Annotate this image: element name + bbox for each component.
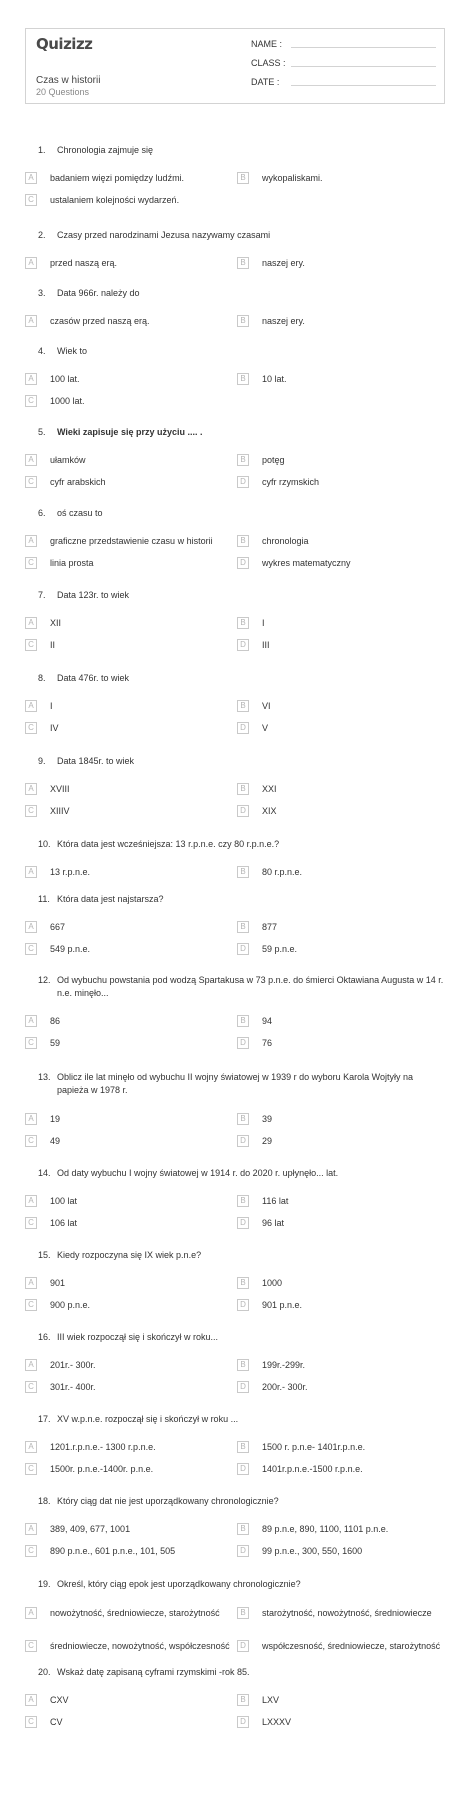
option-text: wykopaliskami. xyxy=(262,173,323,183)
option-text: 94 xyxy=(262,1016,273,1026)
option-text: 100 lat. xyxy=(50,374,80,384)
option-letter-box: D xyxy=(237,1716,249,1728)
quiz-title: Czas w historii xyxy=(36,75,101,86)
option-text: XIIIV xyxy=(50,806,70,816)
option-text: 1500r. p.n.e.-1400r. p.n.e. xyxy=(50,1464,154,1474)
question-text: III wiek rozpoczął się i skończył w roku... xyxy=(57,1332,219,1342)
class-line xyxy=(291,66,436,67)
option-letter-box: A xyxy=(25,1277,37,1289)
option-text: 89 p.n.e, 890, 1100, 1101 p.n.e. xyxy=(262,1524,389,1534)
option-text: CXV xyxy=(50,1695,69,1705)
option-text: CV xyxy=(50,1717,63,1727)
quizizz-logo: Quizizz xyxy=(36,35,93,53)
option-text: 1201.r.p.n.e.- 1300 r.p.n.e. xyxy=(50,1442,156,1452)
question-number: 1. xyxy=(38,145,46,155)
option-text: 667 xyxy=(50,922,66,932)
option-letter-box: D xyxy=(237,1545,249,1557)
option-text: ustalaniem kolejności wydarzeń. xyxy=(50,195,180,205)
option-text: 901 p.n.e. xyxy=(262,1300,303,1310)
option-letter-box: C xyxy=(25,1640,37,1652)
option-letter-box: A xyxy=(25,257,37,269)
option-text: II xyxy=(50,640,56,650)
option-text: 86 xyxy=(50,1016,61,1026)
option-text: średniowiecze, nowożytność, współczesność xyxy=(50,1641,230,1651)
option-text: czasów przed naszą erą. xyxy=(50,316,150,326)
option-letter-box: A xyxy=(25,700,37,712)
option-letter-box: A xyxy=(25,1359,37,1371)
option-letter-box: C xyxy=(25,1716,37,1728)
option-letter-box: D xyxy=(237,805,249,817)
option-letter-box: B xyxy=(237,1277,249,1289)
option-letter-box: C xyxy=(25,395,37,407)
option-text: 59 xyxy=(50,1038,61,1048)
option-letter-box: B xyxy=(237,866,249,878)
option-letter-box: D xyxy=(237,1037,249,1049)
option-letter-box: C xyxy=(25,722,37,734)
class-label: CLASS : xyxy=(251,58,286,68)
option-text: 99 p.n.e., 300, 550, 1600 xyxy=(262,1546,363,1556)
option-letter-box: C xyxy=(25,1463,37,1475)
question-text: Oblicz ile lat minęło od wybuchu II wojny światowej w 1939 r do wyboru Karola Wojtyły na papieża w 1978 r. xyxy=(57,1072,413,1095)
option-letter-box: B xyxy=(237,783,249,795)
option-text: ułamków xyxy=(50,455,86,465)
option-letter-box: D xyxy=(237,1217,249,1229)
question-number: 7. xyxy=(38,590,46,600)
option-text: XII xyxy=(50,618,62,628)
option-letter-box: D xyxy=(237,557,249,569)
option-text: 200r.- 300r. xyxy=(262,1382,308,1392)
option-text: współczesność, średniowiecze, starożytność xyxy=(262,1641,441,1651)
option-letter-box: B xyxy=(237,700,249,712)
question-text: Wskaż datę zapisaną cyframi rzymskimi -rok 85. xyxy=(57,1667,250,1677)
question-text: Data 476r. to wiek xyxy=(57,673,130,683)
option-text: naszej ery. xyxy=(262,258,305,268)
option-text: 29 xyxy=(262,1136,273,1146)
option-letter-box: C xyxy=(25,1037,37,1049)
option-letter-box: A xyxy=(25,454,37,466)
question-text: XV w.p.n.e. rozpoczął się i skończył w roku ... xyxy=(57,1414,239,1424)
question-number: 10. xyxy=(38,839,51,849)
option-text: nowożytność, średniowiecze, starożytność xyxy=(50,1608,220,1618)
question-text: Kiedy rozpoczyna się IX wiek p.n.e? xyxy=(57,1250,202,1260)
option-letter-box: C xyxy=(25,639,37,651)
option-letter-box: A xyxy=(25,373,37,385)
question-number: 11. xyxy=(38,894,50,904)
option-text: 877 xyxy=(262,922,278,932)
option-text: 549 p.n.e. xyxy=(50,944,91,954)
option-text: 199r.-299r. xyxy=(262,1360,306,1370)
question-number: 8. xyxy=(38,673,46,683)
option-text: IV xyxy=(50,723,59,733)
option-letter-box: A xyxy=(25,617,37,629)
option-letter-box: A xyxy=(25,1441,37,1453)
question-text: Data 123r. to wiek xyxy=(57,590,130,600)
option-text: I xyxy=(262,618,265,628)
option-letter-box: B xyxy=(237,1113,249,1125)
option-letter-box: D xyxy=(237,639,249,651)
question-text: Chronologia zajmuje się xyxy=(57,145,154,155)
question-text: oś czasu to xyxy=(57,508,103,518)
option-letter-box: A xyxy=(25,866,37,878)
option-letter-box: D xyxy=(237,1640,249,1652)
option-letter-box: B xyxy=(237,921,249,933)
question-number: 13. xyxy=(38,1072,51,1082)
option-letter-box: B xyxy=(237,1523,249,1535)
option-text: 76 xyxy=(262,1038,273,1048)
option-letter-box: A xyxy=(25,1113,37,1125)
option-text: 100 lat xyxy=(50,1196,78,1206)
option-letter-box: A xyxy=(25,783,37,795)
option-text: 13 r.p.n.e. xyxy=(50,867,91,877)
option-letter-box: D xyxy=(237,1299,249,1311)
date-field[interactable] xyxy=(251,77,436,87)
option-text: badaniem więzi pomiędzy ludźmi. xyxy=(50,173,185,183)
option-text: 96 lat xyxy=(262,1218,285,1228)
option-text: 1000 lat. xyxy=(50,396,85,406)
option-letter-box: A xyxy=(25,1694,37,1706)
option-letter-box: C xyxy=(25,1381,37,1393)
option-text: wykres matematyczny xyxy=(262,558,351,568)
option-text: 901 xyxy=(50,1278,66,1288)
option-text: potęg xyxy=(262,455,285,465)
option-text: naszej ery. xyxy=(262,316,305,326)
option-letter-box: D xyxy=(237,1135,249,1147)
question-text: Określ, który ciąg epok jest uporządkowany chronologicznie? xyxy=(57,1579,301,1589)
option-letter-box: A xyxy=(25,1195,37,1207)
option-text: 1000 xyxy=(262,1278,283,1288)
option-text: 389, 409, 677, 1001 xyxy=(50,1524,131,1534)
name-field[interactable] xyxy=(251,39,436,49)
option-letter-box: B xyxy=(237,257,249,269)
option-text: XIX xyxy=(262,806,277,816)
option-text: przed naszą erą. xyxy=(50,258,118,268)
option-letter-box: A xyxy=(25,1015,37,1027)
question-number: 15. xyxy=(38,1250,51,1260)
option-text: 19 xyxy=(50,1114,61,1124)
date-line xyxy=(291,85,436,86)
option-letter-box: B xyxy=(237,1441,249,1453)
question-text: Od wybuchu powstania pod wodzą Spartakusa w 73 p.n.e. do śmierci Oktawiana Augusta w 14 r. n.e. minęło... xyxy=(57,975,444,998)
option-text: LXXXV xyxy=(262,1717,292,1727)
option-letter-box: B xyxy=(237,1015,249,1027)
question-number: 3. xyxy=(38,288,46,298)
option-letter-box: B xyxy=(237,373,249,385)
option-text: XVIII xyxy=(50,784,70,794)
option-letter-box: A xyxy=(25,1523,37,1535)
question-number: 18. xyxy=(38,1496,51,1506)
question-text: Data 1845r. to wiek xyxy=(57,756,135,766)
option-text: LXV xyxy=(262,1695,280,1705)
option-letter-box: A xyxy=(25,1607,37,1619)
option-letter-box: B xyxy=(237,617,249,629)
question-number: 17. xyxy=(38,1414,51,1424)
question-number: 2. xyxy=(38,230,46,240)
option-letter-box: D xyxy=(237,476,249,488)
question-text: Od daty wybuchu I wojny światowej w 1914 r. do 2020 r. upłynęło... lat. xyxy=(57,1168,339,1178)
worksheet-header xyxy=(25,28,445,104)
option-text: XXI xyxy=(262,784,277,794)
option-text: chronologia xyxy=(262,536,309,546)
question-number: 20. xyxy=(38,1667,51,1677)
question-count: 20 Questions xyxy=(36,87,90,97)
option-text: graficzne przedstawienie czasu w historii xyxy=(50,536,213,546)
date-label: DATE : xyxy=(251,77,280,87)
question-text: Wieki zapisuje się przy użyciu .... . xyxy=(57,427,203,437)
question-number: 9. xyxy=(38,756,46,766)
option-text: 301r.- 400r. xyxy=(50,1382,96,1392)
question-text: Wiek to xyxy=(57,346,88,356)
question-number: 19. xyxy=(38,1579,51,1589)
option-text: 106 lat xyxy=(50,1218,78,1228)
option-text: 900 p.n.e. xyxy=(50,1300,91,1310)
name-line xyxy=(291,47,436,48)
option-text: 39 xyxy=(262,1114,273,1124)
option-text: 116 lat xyxy=(262,1196,289,1206)
question-number: 12. xyxy=(38,975,51,985)
option-letter-box: A xyxy=(25,921,37,933)
option-text: linia prosta xyxy=(50,558,94,568)
option-letter-box: B xyxy=(237,454,249,466)
option-text: cyfr arabskich xyxy=(50,477,106,487)
question-text: Data 966r. należy do xyxy=(57,288,140,298)
option-letter-box: A xyxy=(25,315,37,327)
option-text: 49 xyxy=(50,1136,61,1146)
option-letter-box: B xyxy=(237,1359,249,1371)
option-letter-box: D xyxy=(237,1381,249,1393)
option-text: 1401r.p.n.e.-1500 r.p.n.e. xyxy=(262,1464,363,1474)
option-text: 201r.- 300r. xyxy=(50,1360,96,1370)
option-text: 59 p.n.e. xyxy=(262,944,298,954)
option-text: 890 p.n.e., 601 p.n.e., 101, 505 xyxy=(50,1546,176,1556)
option-letter-box: B xyxy=(237,172,249,184)
option-letter-box: C xyxy=(25,1299,37,1311)
option-letter-box: C xyxy=(25,1217,37,1229)
option-letter-box: A xyxy=(25,172,37,184)
option-letter-box: D xyxy=(237,943,249,955)
option-letter-box: B xyxy=(237,315,249,327)
option-text: starożytność, nowożytność, średniowiecze xyxy=(262,1608,432,1618)
question-text: Czasy przed narodzinami Jezusa nazywamy czasami xyxy=(57,230,271,240)
option-letter-box: B xyxy=(237,1607,249,1619)
option-letter-box: A xyxy=(25,535,37,547)
option-letter-box: C xyxy=(25,943,37,955)
option-text: V xyxy=(262,723,269,733)
question-text: Która data jest wcześniejsza: 13 r.p.n.e. czy 80 r.p.n.e.? xyxy=(57,839,280,849)
question-number: 14. xyxy=(38,1168,51,1178)
option-text: 1500 r. p.n.e- 1401r.p.n.e. xyxy=(262,1442,366,1452)
option-letter-box: C xyxy=(25,1545,37,1557)
option-text: 80 r.p.n.e. xyxy=(262,867,303,877)
option-letter-box: B xyxy=(237,535,249,547)
question-number: 5. xyxy=(38,427,46,437)
question-number: 6. xyxy=(38,508,46,518)
option-letter-box: D xyxy=(237,722,249,734)
option-text: 10 lat. xyxy=(262,374,287,384)
question-text: Która data jest najstarsza? xyxy=(57,894,164,904)
option-text: VI xyxy=(262,701,271,711)
option-letter-box: C xyxy=(25,805,37,817)
option-letter-box: C xyxy=(25,476,37,488)
option-letter-box: B xyxy=(237,1694,249,1706)
option-letter-box: D xyxy=(237,1463,249,1475)
question-number: 16. xyxy=(38,1332,51,1342)
option-text: I xyxy=(50,701,53,711)
option-text: III xyxy=(262,640,270,650)
option-letter-box: B xyxy=(237,1195,249,1207)
name-label: NAME : xyxy=(251,39,283,49)
option-letter-box: C xyxy=(25,1135,37,1147)
question-text: Który ciąg dat nie jest uporządkowany chronologicznie? xyxy=(57,1496,279,1506)
class-field[interactable] xyxy=(251,58,436,68)
option-letter-box: C xyxy=(25,194,37,206)
option-text: cyfr rzymskich xyxy=(262,477,319,487)
question-number: 4. xyxy=(38,346,46,356)
option-letter-box: C xyxy=(25,557,37,569)
